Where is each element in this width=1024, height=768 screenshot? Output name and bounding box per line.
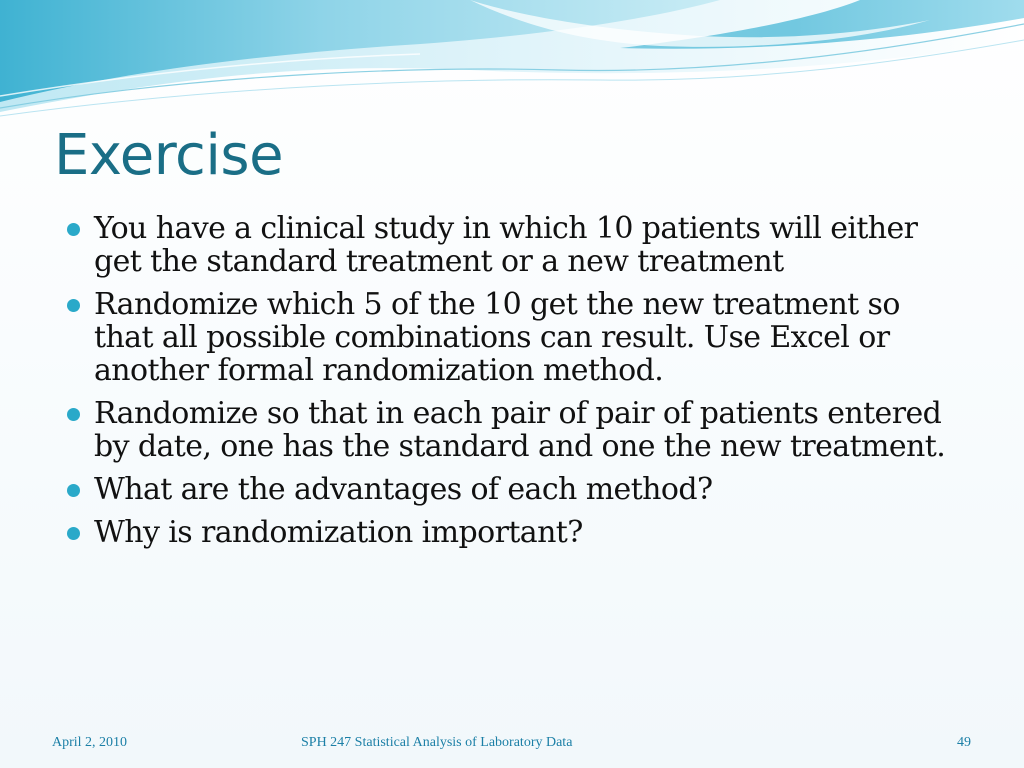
bullet-item bbox=[62, 516, 962, 549]
slide-title: Exercise bbox=[54, 123, 284, 188]
bullet-text: What are the advantages of each method? bbox=[94, 472, 713, 507]
bullet-dot-icon bbox=[67, 527, 80, 540]
bullet-dot-icon bbox=[67, 484, 80, 497]
bullet-item bbox=[62, 212, 962, 278]
bullet-text: Randomize so that in each pair of pair of patients entered by date, one has the standard and one the new treatment. bbox=[94, 396, 946, 464]
header-wave-decoration bbox=[0, 0, 1024, 130]
footer-date: April 2, 2010 bbox=[52, 735, 128, 750]
bullet-text: Randomize which 5 of the 10 get the new treatment so that all possible combinations can result. Use Excel or another formal randomization method. bbox=[94, 287, 900, 388]
footer-course-title: SPH 247 Statistical Analysis of Laboratory Data bbox=[301, 735, 573, 750]
bullet-dot-icon bbox=[67, 223, 80, 236]
bullet-item bbox=[62, 288, 962, 387]
bullet-item bbox=[62, 397, 962, 463]
bullet-dot-icon bbox=[67, 299, 80, 312]
bullet-item bbox=[62, 473, 962, 506]
bullet-text: Why is randomization important? bbox=[94, 515, 583, 550]
bullet-dot-icon bbox=[67, 408, 80, 421]
bullet-list bbox=[62, 212, 962, 559]
footer-page-number: 49 bbox=[957, 735, 971, 750]
bullet-text: You have a clinical study in which 10 patients will either get the standard treatment or a new treatment bbox=[94, 211, 918, 279]
